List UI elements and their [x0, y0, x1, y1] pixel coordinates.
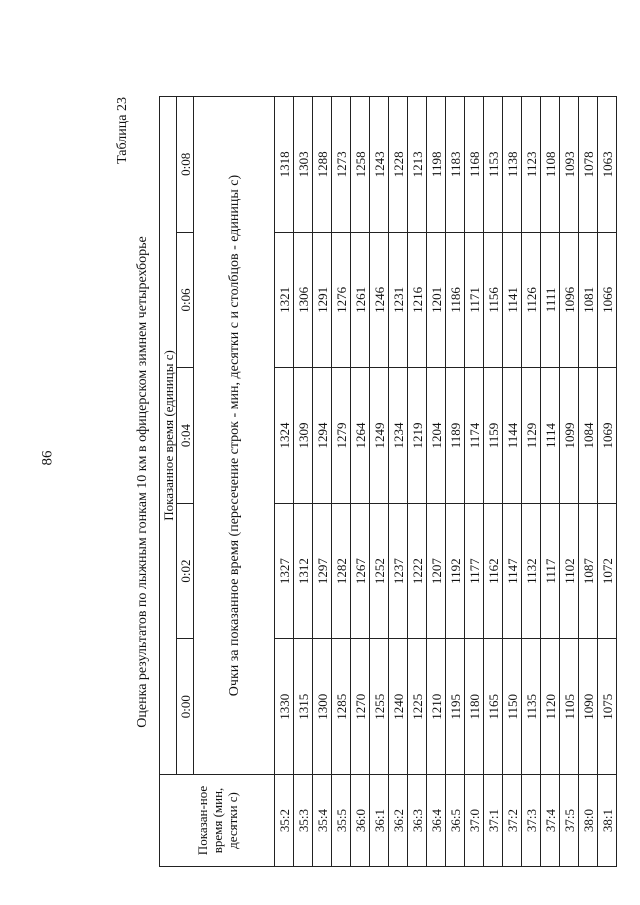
table-cell: 1297	[313, 503, 332, 639]
table-cell: 1330	[275, 639, 294, 775]
column-header: 0:00	[177, 639, 194, 775]
table-cell: 1129	[522, 368, 541, 504]
table-cell: 1156	[484, 232, 503, 368]
table-cell: 1288	[313, 97, 332, 233]
shown-time-header: Показанное время (единицы с)	[160, 97, 177, 775]
table-row	[370, 97, 389, 867]
points-caption: Очки за показанное время (пересечение строк - мин, десятки с и столбцов - единицы с)	[194, 97, 275, 775]
table-cell: 1093	[560, 97, 579, 233]
table-cell: 1300	[313, 639, 332, 775]
column-header: 0:04	[177, 368, 194, 504]
table-cell: 1072	[598, 503, 617, 639]
table-cell: 1282	[332, 503, 351, 639]
table-cell: 1090	[579, 639, 598, 775]
table-cell: 1237	[389, 503, 408, 639]
table-cell: 1264	[351, 368, 370, 504]
table-cell: 1150	[503, 639, 522, 775]
table-row	[332, 97, 351, 867]
table-cell: 1165	[484, 639, 503, 775]
table-cell: 1249	[370, 368, 389, 504]
table-cell: 1162	[484, 503, 503, 639]
table-cell: 1141	[503, 232, 522, 368]
table-row	[560, 97, 579, 867]
table-cell: 1318	[275, 97, 294, 233]
table-cell: 1192	[446, 503, 465, 639]
table-cell: 1180	[465, 639, 484, 775]
table-cell: 1261	[351, 232, 370, 368]
table-cell: 1327	[275, 503, 294, 639]
column-header: 0:02	[177, 503, 194, 639]
table-cell: 1171	[465, 232, 484, 368]
table-caption: Таблица 23	[115, 97, 130, 164]
table-cell: 1204	[427, 368, 446, 504]
row-label: 35:4	[313, 775, 332, 867]
table-cell: 1159	[484, 368, 503, 504]
row-label: 35:2	[275, 775, 294, 867]
table-cell: 1138	[503, 97, 522, 233]
table-cell: 1081	[579, 232, 598, 368]
table-cell: 1108	[541, 97, 560, 233]
table-cell: 1126	[522, 232, 541, 368]
corner-header: Показан-ное время (мин, десятки с)	[160, 775, 275, 867]
row-label: 36:3	[408, 775, 427, 867]
row-label: 37:4	[541, 775, 560, 867]
table-row	[598, 97, 617, 867]
table-cell: 1303	[294, 97, 313, 233]
table-cell: 1222	[408, 503, 427, 639]
table-cell: 1195	[446, 639, 465, 775]
table-cell: 1117	[541, 503, 560, 639]
table-cell: 1285	[332, 639, 351, 775]
table-cell: 1069	[598, 368, 617, 504]
table-row	[427, 97, 446, 867]
table-cell: 1315	[294, 639, 313, 775]
row-label: 38:0	[579, 775, 598, 867]
table-cell: 1321	[275, 232, 294, 368]
row-label: 36:0	[351, 775, 370, 867]
row-label: 37:5	[560, 775, 579, 867]
table-cell: 1120	[541, 639, 560, 775]
table-cell: 1078	[579, 97, 598, 233]
table-cell: 1309	[294, 368, 313, 504]
table-cell: 1075	[598, 639, 617, 775]
table-cell: 1243	[370, 97, 389, 233]
table-cell: 1270	[351, 639, 370, 775]
table-row	[465, 97, 484, 867]
table-cell: 1144	[503, 368, 522, 504]
table-cell: 1267	[351, 503, 370, 639]
row-label: 37:2	[503, 775, 522, 867]
table-cell: 1225	[408, 639, 427, 775]
table-cell: 1099	[560, 368, 579, 504]
table-cell: 1063	[598, 97, 617, 233]
table-cell: 1273	[332, 97, 351, 233]
table-cell: 1279	[332, 368, 351, 504]
table-row	[446, 97, 465, 867]
table-cell: 1174	[465, 368, 484, 504]
table-row	[313, 97, 332, 867]
table-cell: 1234	[389, 368, 408, 504]
table-cell: 1084	[579, 368, 598, 504]
table-cell: 1306	[294, 232, 313, 368]
row-label: 37:3	[522, 775, 541, 867]
table-cell: 1066	[598, 232, 617, 368]
table-row	[522, 97, 541, 867]
results-table	[159, 96, 617, 867]
table-cell: 1123	[522, 97, 541, 233]
table-row	[541, 97, 560, 867]
table-cell: 1324	[275, 368, 294, 504]
table-cell: 1087	[579, 503, 598, 639]
table-cell: 1153	[484, 97, 503, 233]
table-cell: 1210	[427, 639, 446, 775]
table-cell: 1186	[446, 232, 465, 368]
table-row	[389, 97, 408, 867]
table-cell: 1255	[370, 639, 389, 775]
table-cell: 1147	[503, 503, 522, 639]
row-label: 35:5	[332, 775, 351, 867]
row-label: 38:1	[598, 775, 617, 867]
table-row	[294, 97, 313, 867]
row-label: 36:1	[370, 775, 389, 867]
table-cell: 1114	[541, 368, 560, 504]
row-label: 36:4	[427, 775, 446, 867]
table-cell: 1111	[541, 232, 560, 368]
table-cell: 1216	[408, 232, 427, 368]
row-label: 37:1	[484, 775, 503, 867]
table-row	[408, 97, 427, 867]
table-cell: 1105	[560, 639, 579, 775]
table-title: Оценка результатов по лыжным гонкам 10 км в офицерском зимнем четырехборье	[135, 236, 150, 728]
table-cell: 1102	[560, 503, 579, 639]
table-cell: 1177	[465, 503, 484, 639]
table-cell: 1096	[560, 232, 579, 368]
table-row	[579, 97, 598, 867]
table-cell: 1240	[389, 639, 408, 775]
table-row	[503, 97, 522, 867]
page-number: 86	[39, 450, 56, 466]
column-header: 0:08	[177, 97, 194, 233]
table-cell: 1312	[294, 503, 313, 639]
table-cell: 1252	[370, 503, 389, 639]
table-row	[351, 97, 370, 867]
table-cell: 1276	[332, 232, 351, 368]
column-header: 0:06	[177, 232, 194, 368]
table-cell: 1168	[465, 97, 484, 233]
row-label: 36:5	[446, 775, 465, 867]
table-body	[275, 97, 617, 867]
table-cell: 1258	[351, 97, 370, 233]
table-cell: 1198	[427, 97, 446, 233]
table-row	[275, 97, 294, 867]
table-cell: 1228	[389, 97, 408, 233]
table-cell: 1132	[522, 503, 541, 639]
table-cell: 1219	[408, 368, 427, 504]
table-cell: 1201	[427, 232, 446, 368]
table-cell: 1207	[427, 503, 446, 639]
table-cell: 1189	[446, 368, 465, 504]
table-cell: 1231	[389, 232, 408, 368]
row-label: 35:3	[294, 775, 313, 867]
table-cell: 1294	[313, 368, 332, 504]
table-cell: 1183	[446, 97, 465, 233]
row-label: 36:2	[389, 775, 408, 867]
rotated-table-block	[115, 97, 615, 867]
table-cell: 1291	[313, 232, 332, 368]
table-cell: 1213	[408, 97, 427, 233]
table-cell: 1246	[370, 232, 389, 368]
table-cell: 1135	[522, 639, 541, 775]
row-label: 37:0	[465, 775, 484, 867]
table-row	[484, 97, 503, 867]
